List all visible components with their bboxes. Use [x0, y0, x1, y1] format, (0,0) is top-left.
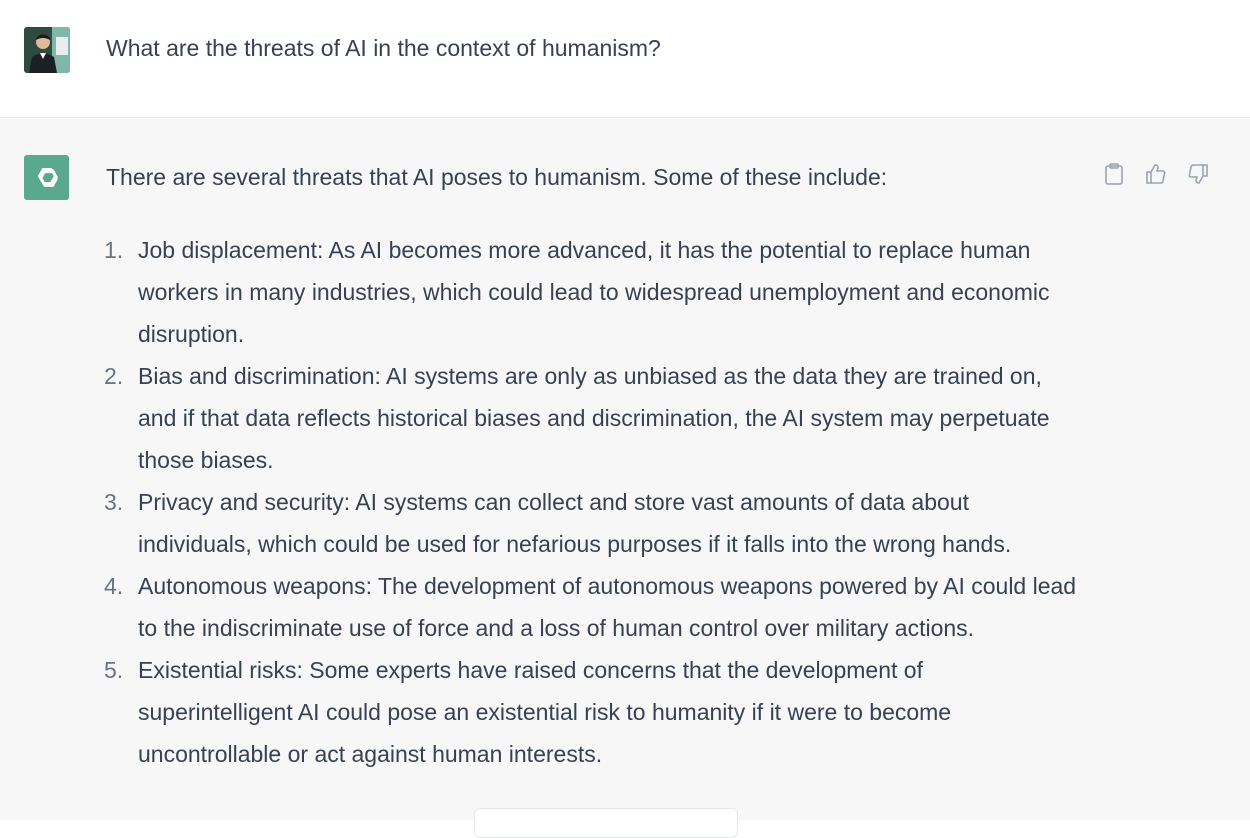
list-item-text: Bias and discrimination: AI systems are only as unbiased as the data they are trained on, and if that data reflects historical biases and discrimination, the AI system may perpetuate those biases.: [138, 363, 1050, 473]
list-item-number: 2.: [104, 363, 124, 389]
clipboard-icon[interactable]: [1100, 160, 1128, 188]
list-item-number: 5.: [104, 657, 124, 683]
list-item-number: 3.: [104, 489, 124, 515]
thumbs-down-icon[interactable]: [1184, 160, 1212, 188]
assistant-message-row: [0, 119, 1250, 820]
message-actions: [1100, 159, 1220, 189]
user-avatar: [24, 27, 70, 73]
list-item: [104, 649, 1084, 775]
list-item: [104, 481, 1084, 565]
user-message-row: [0, 0, 1250, 118]
list-item: [104, 565, 1084, 649]
assistant-intro-text: There are several threats that AI poses to humanism. Some of these include:: [106, 164, 888, 190]
list-item-text: Existential risks: Some experts have raised concerns that the development of superintelligent AI could pose an existential risk to humanity if it were to become uncontrollable or act against human interests.: [138, 657, 952, 767]
threats-list: [104, 229, 1084, 775]
user-message-text: What are the threats of AI in the context of humanism?: [106, 35, 661, 61]
openai-logo-icon: [24, 155, 69, 200]
list-item-text: Job displacement: As AI becomes more advanced, it has the potential to replace human workers in many industries, which could lead to widespread unemployment and economic disruption.: [138, 237, 1050, 347]
regenerate-button-partial[interactable]: [474, 808, 738, 838]
list-item: [104, 229, 1084, 355]
list-item: [104, 355, 1084, 481]
list-item-number: 4.: [104, 573, 124, 599]
thumbs-up-icon[interactable]: [1142, 160, 1170, 188]
list-item-text: Privacy and security: AI systems can collect and store vast amounts of data about individuals, which could be used for nefarious purposes if it falls into the wrong hands.: [138, 489, 1012, 557]
list-item-number: 1.: [104, 237, 124, 263]
list-item-text: Autonomous weapons: The development of autonomous weapons powered by AI could lead to the indiscriminate use of force and a loss of human control over military actions.: [138, 573, 1077, 641]
